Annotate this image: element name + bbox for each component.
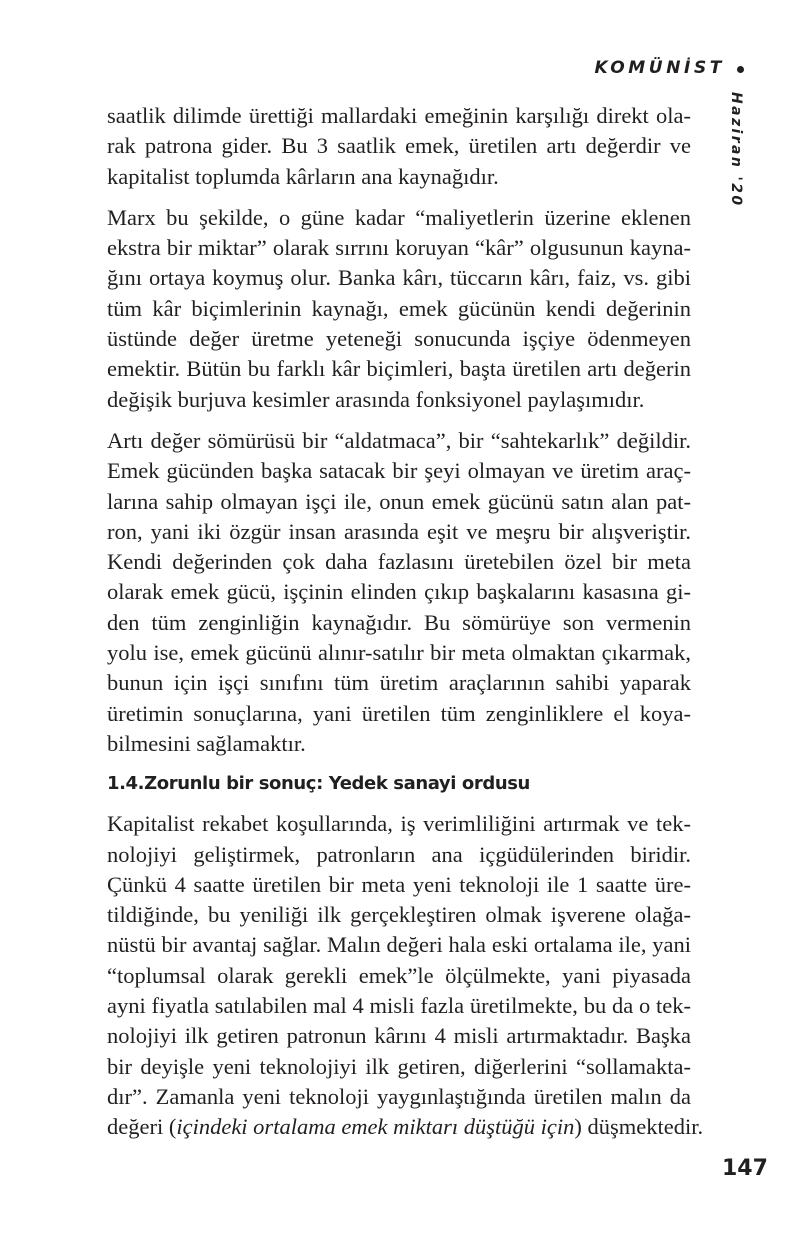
text-line: üretimin sonuçlarına, yani üretilen tüm zenginliklere el koya-: [107, 700, 691, 726]
journal-name: KOMÜNİST: [594, 58, 725, 78]
text-fragment: ) düşmektedir.: [574, 1114, 704, 1140]
italic-phrase: içindeki ortalama emek miktarı düştüğü için: [176, 1114, 575, 1140]
page-number: 147: [722, 1156, 768, 1181]
text-line: tüm kâr biçimlerinin kaynağı, emek gücünün kendi değerinin: [107, 295, 691, 321]
text-line: den tüm zenginliğin kaynağıdır. Bu sömürüye son vermenin: [107, 609, 691, 635]
text-line: Emek gücünden başka satacak bir şeyi olmayan ve üretim araç-: [107, 458, 691, 484]
text-line: Kapitalist rekabet koşullarında, iş verimliliğini artırmak ve tek-: [107, 811, 691, 837]
text-line: olarak emek gücü, işçinin elinden çıkıp başkalarını kasasına gi-: [107, 579, 691, 605]
text-line: tildiğinde, bu yeniliği ilk gerçekleştiren olmak işverene olağa-: [107, 902, 691, 928]
text-line: ron, yani iki özgür insan arasında eşit ve meşru bir alışveriştir.: [107, 518, 691, 544]
text-line: yolu ise, emek gücünü alınır-satılır bir meta olmaktan çıkarmak,: [107, 640, 691, 666]
text-line: ekstra bir miktar” olarak sırrını koruyan “kâr” olgusunun kayna-: [107, 235, 691, 261]
text-line: rak patrona gider. Bu 3 saatlik emek, üretilen artı değerdir ve: [107, 133, 691, 159]
text-line: larına sahip olmayan işçi ile, onun emek gücünü satın alan pat-: [107, 488, 691, 514]
text-line: bir deyişle yeni teknolojiyi ilk getiren, diğerlerini “sollamakta-: [107, 1053, 691, 1079]
text-line-final: [107, 1112, 704, 1142]
section-heading: 1.4.Zorunlu bir sonuç: Yedek sanayi ordusu: [107, 773, 530, 795]
text-line: üstünde değer üretme yeteneği sonucunda işçiye ödenmeyen: [107, 326, 691, 352]
text-line: değişik burjuva kesimler arasında fonksiyonel paylaşımıdır.: [107, 386, 645, 412]
text-line: nüstü bir avantaj sağlar. Malın değeri hala eski ortalama ile, yani: [107, 932, 691, 958]
text-line: nolojiyi geliştirmek, patronların ana içgüdülerinden biridir.: [107, 841, 691, 867]
text-fragment: değeri (: [107, 1114, 177, 1140]
text-line: dır”. Zamanla yeni teknoloji yaygınlaştığında üretilen malın da: [107, 1083, 691, 1109]
paragraph-3: [107, 426, 691, 759]
text-line: Çünkü 4 saatte üretilen bir meta yeni teknoloji ile 1 saatte üre-: [107, 871, 691, 897]
text-line: Artı değer sömürüsü bir “aldatmaca”, bir “sahtekarlık” değildir.: [107, 427, 691, 453]
text-column: [107, 101, 704, 1154]
text-line: emektir. Bütün bu farklı kâr biçimleri, başta üretilen artı değerin: [107, 356, 691, 382]
text-line: kapitalist toplumda kârların ana kaynağıdır.: [107, 163, 499, 189]
text-line: bilmesini sağlamaktır.: [107, 730, 306, 756]
text-line: ayni fiyatla satılabilen mal 4 misli fazla üretilmekte, bu da o tek-: [107, 993, 691, 1019]
text-line: saatlik dilimde ürettiği mallardaki emeğinin karşılığı direkt ola-: [107, 103, 691, 128]
issue-date: Haziran '20: [728, 92, 744, 208]
text-line: “toplumsal olarak gerekli emek”le ölçülmekte, yani piyasada: [107, 962, 691, 988]
running-head: [595, 58, 744, 78]
bullet-icon: [737, 66, 744, 73]
text-line: Kendi değerinden çok daha fazlasını üretebilen özel bir meta: [107, 549, 691, 575]
text-line: nolojiyi ilk getiren patronun kârını 4 misli artırmaktadır. Başka: [107, 1023, 691, 1049]
paragraph-2: [107, 203, 691, 415]
paragraph-4: [107, 809, 704, 1142]
text-line: ğını ortaya koymuş olur. Banka kârı, tüccarın kârı, faiz, vs. gibi: [107, 265, 691, 291]
paragraph-1: [107, 101, 691, 192]
text-line: bunun için işçi sınıfını tüm üretim araçlarının sahibi yaparak: [107, 670, 691, 696]
text-line: Marx bu şekilde, o güne kadar “maliyetlerin üzerine eklenen: [107, 204, 691, 230]
